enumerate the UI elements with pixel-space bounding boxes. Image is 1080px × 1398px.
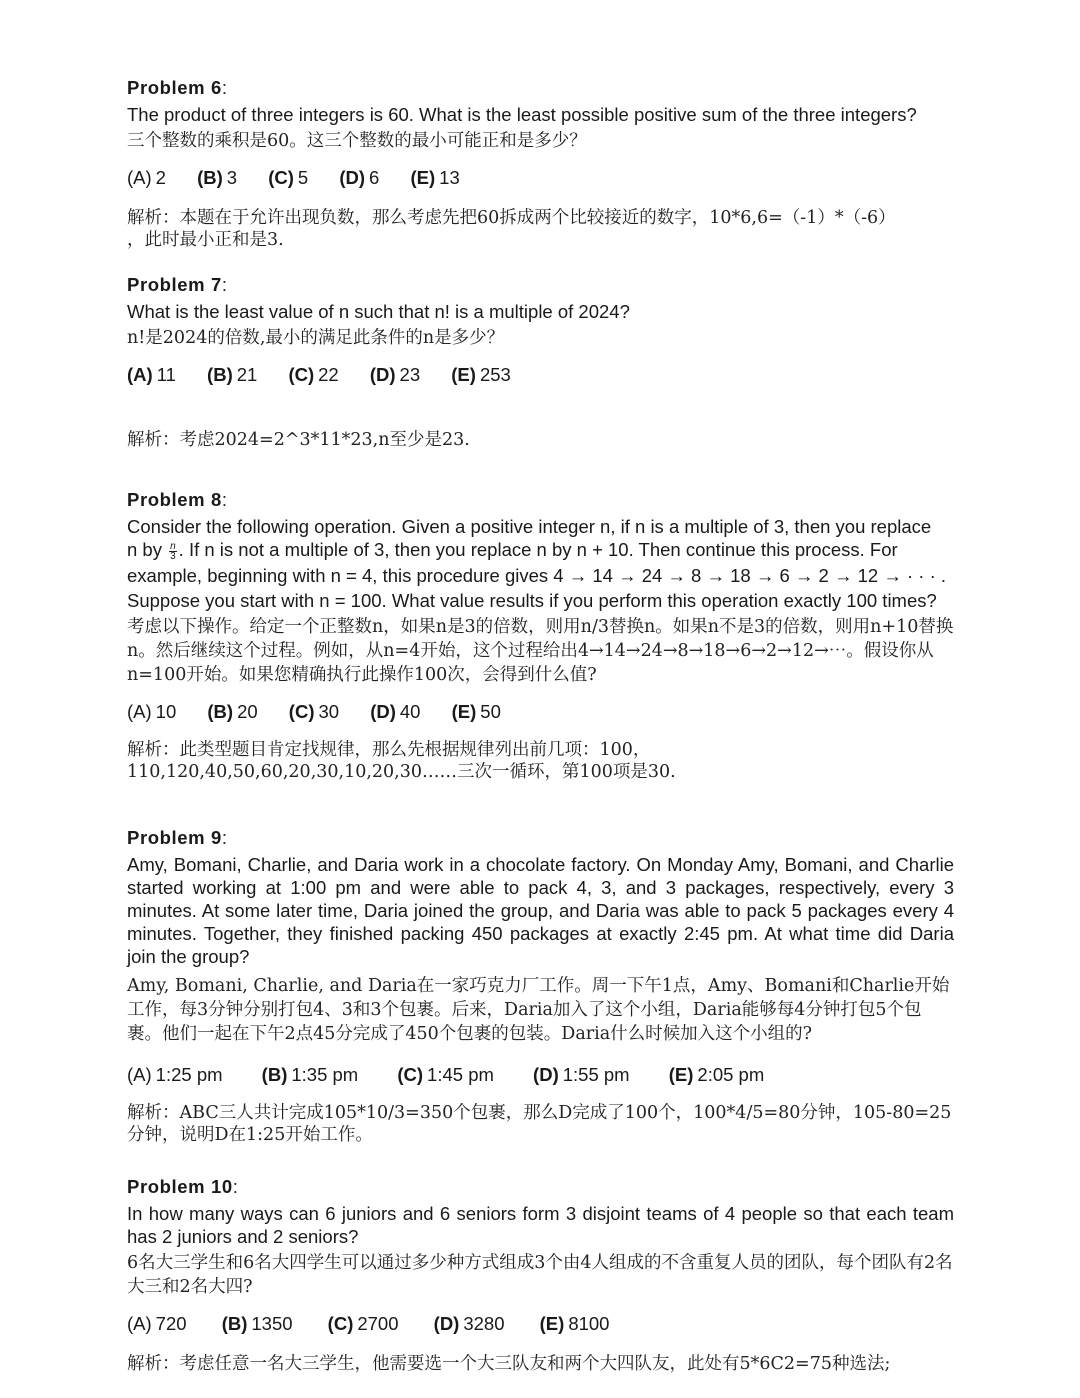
choice-e: (E) 8100 [539,1313,610,1334]
problem-8 [127,489,954,783]
solution [127,1102,954,1146]
statement-line: Consider the following operation. Given a positive integer n, if n is a multiple of 3, then you replace [127,516,932,537]
choice-a: (A) 1:25 pm [127,1064,223,1085]
choice-c: (C) 22 [288,364,339,385]
problem-statement-en: Amy, Bomani, Charlie, and Daria work in a chocolate factory. On Monday Amy, Bomani, and Charlie started working at 1:00 pm and were able to pack 4, 3, and 3 packages, respectively, every 3 minutes. At some later time, Daria joined the group, and Daria was able to pack 5 packages every 4 minutes. Together, they finished packing 450 packages at exactly 2:45 pm. At what time did Daria join the group? [127,854,954,967]
choice-d: (D) 40 [370,701,421,722]
solution [127,739,954,783]
problem-statement-en: In how many ways can 6 juniors and 6 seniors form 3 disjoint teams of 4 people so that each team has 2 juniors and 2 seniors? [127,1203,954,1247]
problem-10 [127,1176,954,1375]
problem-statement-zh: 考虑以下操作。给定一个正整数n，如果n是3的倍数，则用n/3替换n。如果n不是3的倍数，则用n+10替换n。然后继续这个过程。例如，从n=4开始，这个过程给出4→14→24→8→18→6→2→12→⋯。假设你从n=100开始。如果您精确执行此操作100次，会得到什么值? [127,617,954,685]
solution [127,207,954,251]
solution-line: 解析：ABC三人共计完成105*10/3=350个包裹，那么D完成了100个，100*4/5=80分钟，105-80=25 [127,1103,952,1123]
answer-choices [127,364,954,386]
problem-statement-zh: 6名大三学生和6名大四学生可以通过多少种方式组成3个由4人组成的不含重复人员的团队，每个团队有2名大三和2名大四? [127,1253,953,1297]
statement-line: example, beginning with n = 4, this procedure gives 4 → 14 → 24 → 8 → 18 → 6 → 2 → 12 → · · · . [127,565,947,586]
choice-d: (D) 6 [339,167,380,188]
solution-line: 解析：本题在于允许出现负数，那么考虑先把60拆成两个比较接近的数字，10*6,6=（-1）*（-6） [127,208,896,228]
statement-line: Suppose you start with n = 100. What value results if you perform this operation exactly 100 times? [127,590,937,611]
problem-statement-zh: n!是2024的倍数,最小的满足此条件的n是多少？ [127,328,505,348]
choice-e: (E) 2:05 pm [668,1064,765,1085]
problem-title: Problem 8: [127,489,228,510]
choice-d: (D) 23 [369,364,421,385]
problem-statement-en [127,515,954,612]
choice-e: (E) 13 [410,167,460,188]
choice-a: (A) 2 [127,167,166,188]
problem-title: Problem 10: [127,1176,239,1197]
answer-choices [127,1313,954,1335]
problem-statement-en: The product of three integers is 60. What is the least possible positive sum of the three integers? [127,104,917,125]
choice-e: (E) 50 [451,701,501,722]
choice-a: (A) 720 [127,1313,187,1334]
statement-line: n by $\frac{n}{3}$ . If n is not a multiple of 3, then you replace n by n + 10. Then continue this process. For [127,539,898,562]
choice-e: (E) 253 [451,364,511,385]
problem-6 [127,77,954,251]
choice-c: (C) 1:45 pm [397,1064,494,1085]
choice-d: (D) 3280 [433,1313,505,1334]
solution: 解析：考虑任意一名大三学生，他需要选一个大三队友和两个大四队友，此处有5*6C2=75种选法; [127,1354,891,1374]
problem-statement-zh: Amy, Bomani, Charlie, and Daria在一家巧克力厂工作。周一下午1点，Amy、Bomani和Charlie开始工作，每3分钟分别打包4、3和3个包裹。后来，Daria加入了这个小组，Daria能够每4分钟打包5个包裹。他们一起在下午2点45分完成了450个包裹的包装。Daria什么时候加入这个小组的? [127,976,950,1044]
problem-9 [127,827,954,1146]
answer-choices [127,701,954,723]
solution: 解析：考虑2024=2^3*11*23,n至少是23. [127,430,470,450]
choice-b: (B) 1350 [221,1313,293,1334]
problem-title: Problem 9: [127,827,228,848]
answer-choices [127,1064,954,1086]
fraction-n-over-3: $\frac{n}{3}$ [170,540,176,562]
choice-a: (A) 11 [127,364,176,385]
choice-b: (B) 3 [197,167,238,188]
choice-d: (D) 1:55 pm [533,1064,630,1085]
choice-a: (A) 10 [127,701,177,722]
problem-statement-zh: 三个整数的乘积是60。这三个整数的最小可能正和是多少？ [127,131,587,151]
problem-7 [127,274,954,451]
choice-b: (B) 20 [207,701,258,722]
problem-title: Problem 6: [127,77,228,98]
solution-line: 解析：此类型题目肯定找规律，那么先根据规律列出前几项：100， [127,740,651,760]
problem-title: Problem 7: [127,274,228,295]
problem-statement-en: What is the least value of n such that n! is a multiple of 2024? [127,301,630,322]
solution-line: 110,120,40,50,60,20,30,10,20,30……三次一循环，第100项是30. [127,762,676,782]
choice-c: (C) 30 [288,701,340,722]
choice-c: (C) 5 [268,167,309,188]
choice-b: (B) 1:35 pm [261,1064,359,1085]
solution-line: ，此时最小正和是3. [127,230,284,250]
solution-line: 分钟，说明D在1:25开始工作。 [127,1125,373,1145]
choice-b: (B) 21 [207,364,258,385]
answer-choices [127,167,954,189]
choice-c: (C) 2700 [327,1313,399,1334]
